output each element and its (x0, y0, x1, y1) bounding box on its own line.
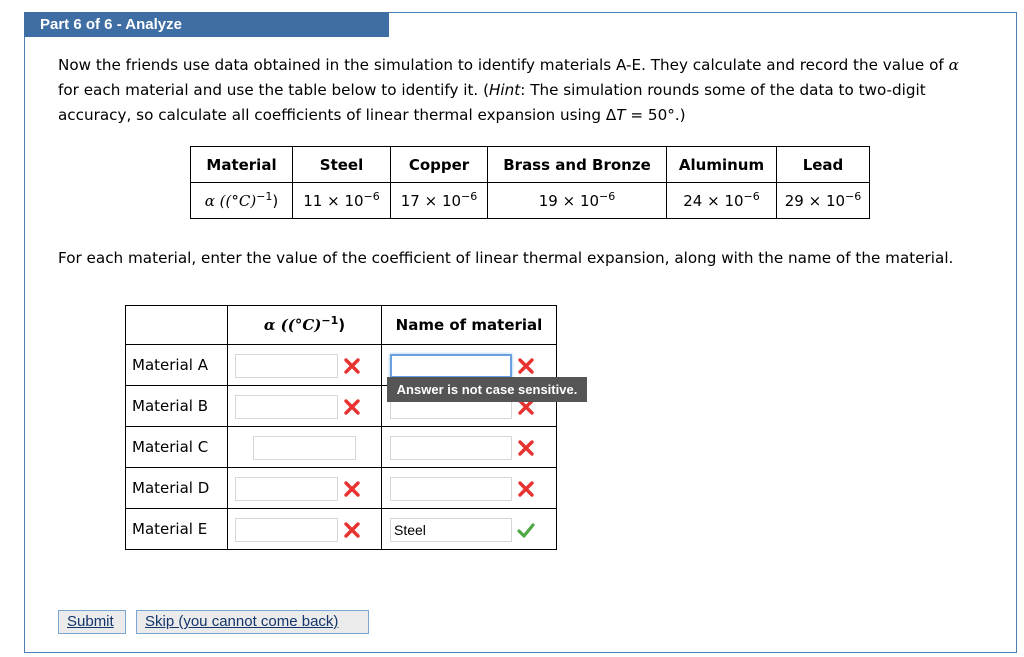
part-header: Part 6 of 6 - Analyze (24, 12, 389, 37)
reference-row-label: α $((^\circ C)^{-1})$ (191, 183, 293, 219)
intro-paragraph: Now the friends use data obtained in the simulation to identify materials A-E. They calculate and record the value of α for each material and use the table below to identify it. (Hint: The simulation rounds some of the data to two-digit accuracy, so calculate all coefficients of linear thermal expansion using ΔT = 50°.) (58, 56, 959, 124)
reference-value-brass-bronze: $19 \times 10^{-6}$ (488, 183, 667, 219)
reference-header-label: Material (191, 147, 293, 183)
row-label-e: Material E (126, 509, 228, 550)
incorrect-icon (342, 397, 362, 417)
incorrect-icon (342, 520, 362, 540)
alpha-cell-c (228, 427, 382, 468)
reference-header-row (191, 147, 870, 183)
reference-value-copper: $17 \times 10^{-6}$ (391, 183, 488, 219)
incorrect-icon (516, 438, 536, 458)
incorrect-icon (516, 479, 536, 499)
reference-table (190, 146, 870, 219)
case-sensitivity-tooltip: Answer is not case sensitive. (387, 377, 587, 402)
alpha-cell-b (228, 386, 382, 427)
answer-table (125, 305, 557, 550)
skip-button[interactable]: Skip (you cannot come back) (136, 610, 369, 634)
alpha-cell-e (228, 509, 382, 550)
checkmark-icon (516, 520, 536, 540)
reference-header-lead: Lead (777, 147, 870, 183)
row-label-c: Material C (126, 427, 228, 468)
answer-header-blank (126, 306, 228, 345)
name-input-d[interactable] (390, 477, 512, 501)
name-cell-d (382, 468, 557, 509)
alpha-input-a[interactable] (235, 354, 338, 378)
alpha-input-c[interactable] (253, 436, 356, 460)
reference-value-lead: $29 \times 10^{-6}$ (777, 183, 870, 219)
answer-header-alpha: α $((^\circ C)^{-1})$ (228, 306, 382, 345)
row-label-b: Material B (126, 386, 228, 427)
alpha-cell-d (228, 468, 382, 509)
reference-value-steel: $11 \times 10^{-6}$ (293, 183, 391, 219)
name-input-e[interactable]: Steel (390, 518, 512, 542)
name-cell-c (382, 427, 557, 468)
answer-header-name: Name of material (382, 306, 557, 345)
submit-button[interactable]: Submit (58, 610, 126, 634)
reference-header-brass-bronze: Brass and Bronze (488, 147, 667, 183)
name-input-c[interactable] (390, 436, 512, 460)
row-label-d: Material D (126, 468, 228, 509)
row-label-a: Material A (126, 345, 228, 386)
name-cell-e (382, 509, 557, 550)
answer-row-e (126, 509, 557, 550)
reference-value-aluminum: $24 \times 10^{-6}$ (667, 183, 777, 219)
incorrect-icon (342, 356, 362, 376)
instruction-paragraph: For each material, enter the value of the coefficient of linear thermal expansion, along with the name of the material. (58, 249, 954, 267)
incorrect-icon (516, 356, 536, 376)
alpha-cell-a (228, 345, 382, 386)
reference-header-steel: Steel (293, 147, 391, 183)
reference-value-row (191, 183, 870, 219)
alpha-input-e[interactable] (235, 518, 338, 542)
name-input-a[interactable] (390, 354, 512, 378)
answer-row-d (126, 468, 557, 509)
answer-header-row (126, 306, 557, 345)
alpha-input-b[interactable] (235, 395, 338, 419)
alpha-input-d[interactable] (235, 477, 338, 501)
answer-row-c (126, 427, 557, 468)
reference-header-aluminum: Aluminum (667, 147, 777, 183)
incorrect-icon (342, 479, 362, 499)
reference-header-copper: Copper (391, 147, 488, 183)
